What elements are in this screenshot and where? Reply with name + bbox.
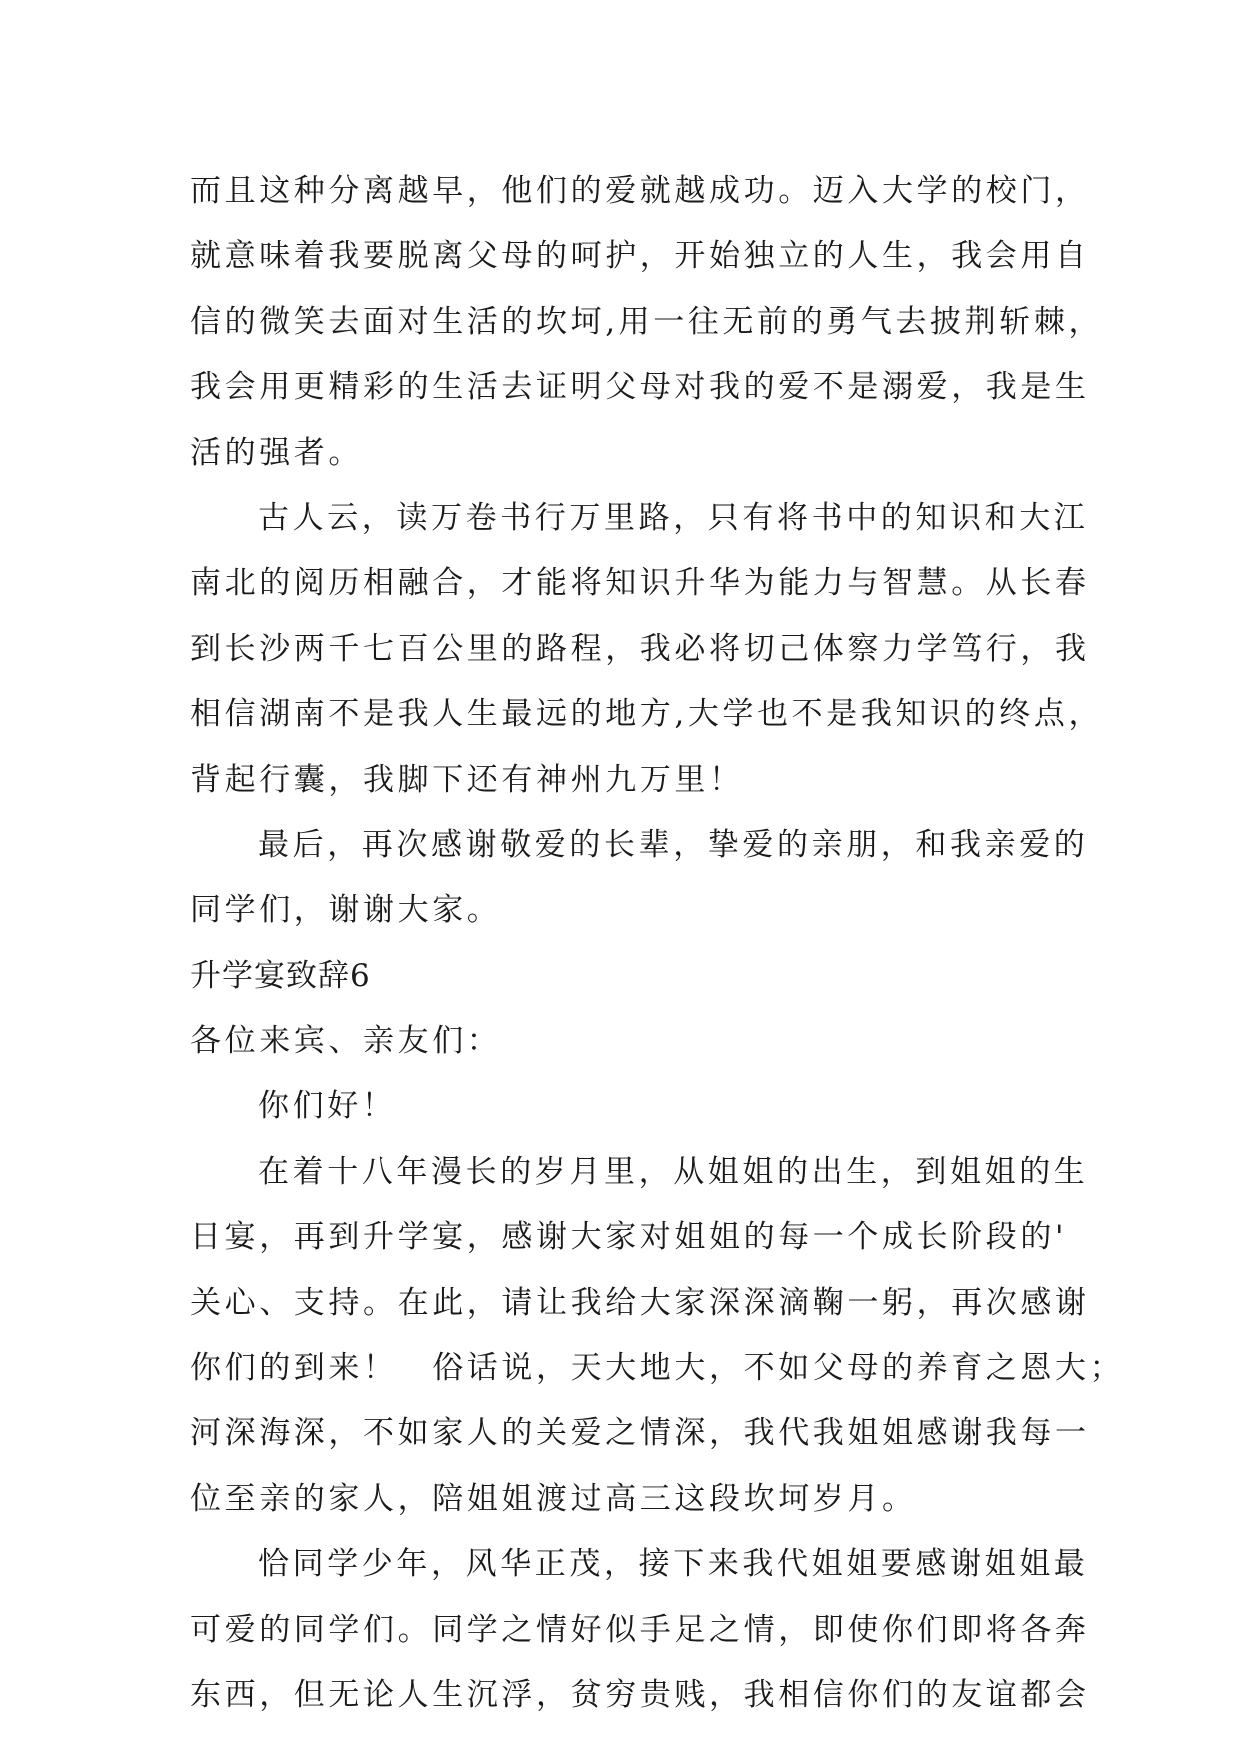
text-line: 相信湖南不是我人生最远的地方,大学也不是我知识的终点， xyxy=(190,696,1104,733)
text-line: 就意味着我要脱离父母的呵护，开始独立的人生，我会用自 xyxy=(190,238,1090,275)
text-line: 恰同学少年，风华正茂，接下来我代姐姐要感谢姐姐最 xyxy=(258,1546,1089,1583)
text-line: 我会用更精彩的生活去证明父母对我的爱不是溺爱，我是生 xyxy=(190,369,1090,406)
text-line: 你们好！ xyxy=(258,1088,397,1125)
text-line: 南北的阅历相融合，才能将知识升华为能力与智慧。从长春 xyxy=(190,565,1090,602)
document-body xyxy=(190,159,1125,1728)
text-line: 活的强者。 xyxy=(190,434,363,471)
section-heading: 升学宴致辞6 xyxy=(190,957,371,994)
text-line: 信的微笑去面对生活的坎坷,用一往无前的勇气去披荆斩棘， xyxy=(190,303,1104,340)
text-line: 到长沙两千七百公里的路程，我必将切己体察力学笃行，我 xyxy=(190,630,1090,667)
text-line: 背起行囊，我脚下还有神州九万里！ xyxy=(190,761,744,798)
text-line: 你们的到来！ 俗话说，天大地大，不如父母的养育之恩大； xyxy=(190,1350,1125,1387)
text-line: 东西，但无论人生沉浮，贫穷贵贱，我相信你们的友谊都会 xyxy=(190,1676,1090,1713)
text-line: 可爱的同学们。同学之情好似手足之情，即使你们即将各奔 xyxy=(190,1611,1090,1648)
text-line: 古人云，读万卷书行万里路，只有将书中的知识和大江 xyxy=(258,499,1089,536)
text-line: 最后，再次感谢敬爱的长辈，挚爱的亲朋，和我亲爱的 xyxy=(258,826,1089,863)
text-line: 河深海深，不如家人的关爱之情深，我代我姐姐感谢我每一 xyxy=(190,1415,1090,1452)
text-line: 位至亲的家人，陪姐姐渡过高三这段坎坷岁月。 xyxy=(190,1480,917,1517)
text-line: 同学们，谢谢大家。 xyxy=(190,892,502,929)
text-line: 而且这种分离越早，他们的爱就越成功。迈入大学的校门， xyxy=(190,173,1090,209)
text-line: 在着十八年漫长的岁月里，从姐姐的出生，到姐姐的生 xyxy=(258,1153,1089,1190)
text-line: 关心、支持。在此，请让我给大家深深滴鞠一躬，再次感谢 xyxy=(190,1284,1090,1321)
text-line: 日宴，再到升学宴，感谢大家对姐姐的每一个成长阶段的' xyxy=(190,1219,1068,1256)
text-line: 各位来宾、亲友们： xyxy=(190,1023,502,1060)
